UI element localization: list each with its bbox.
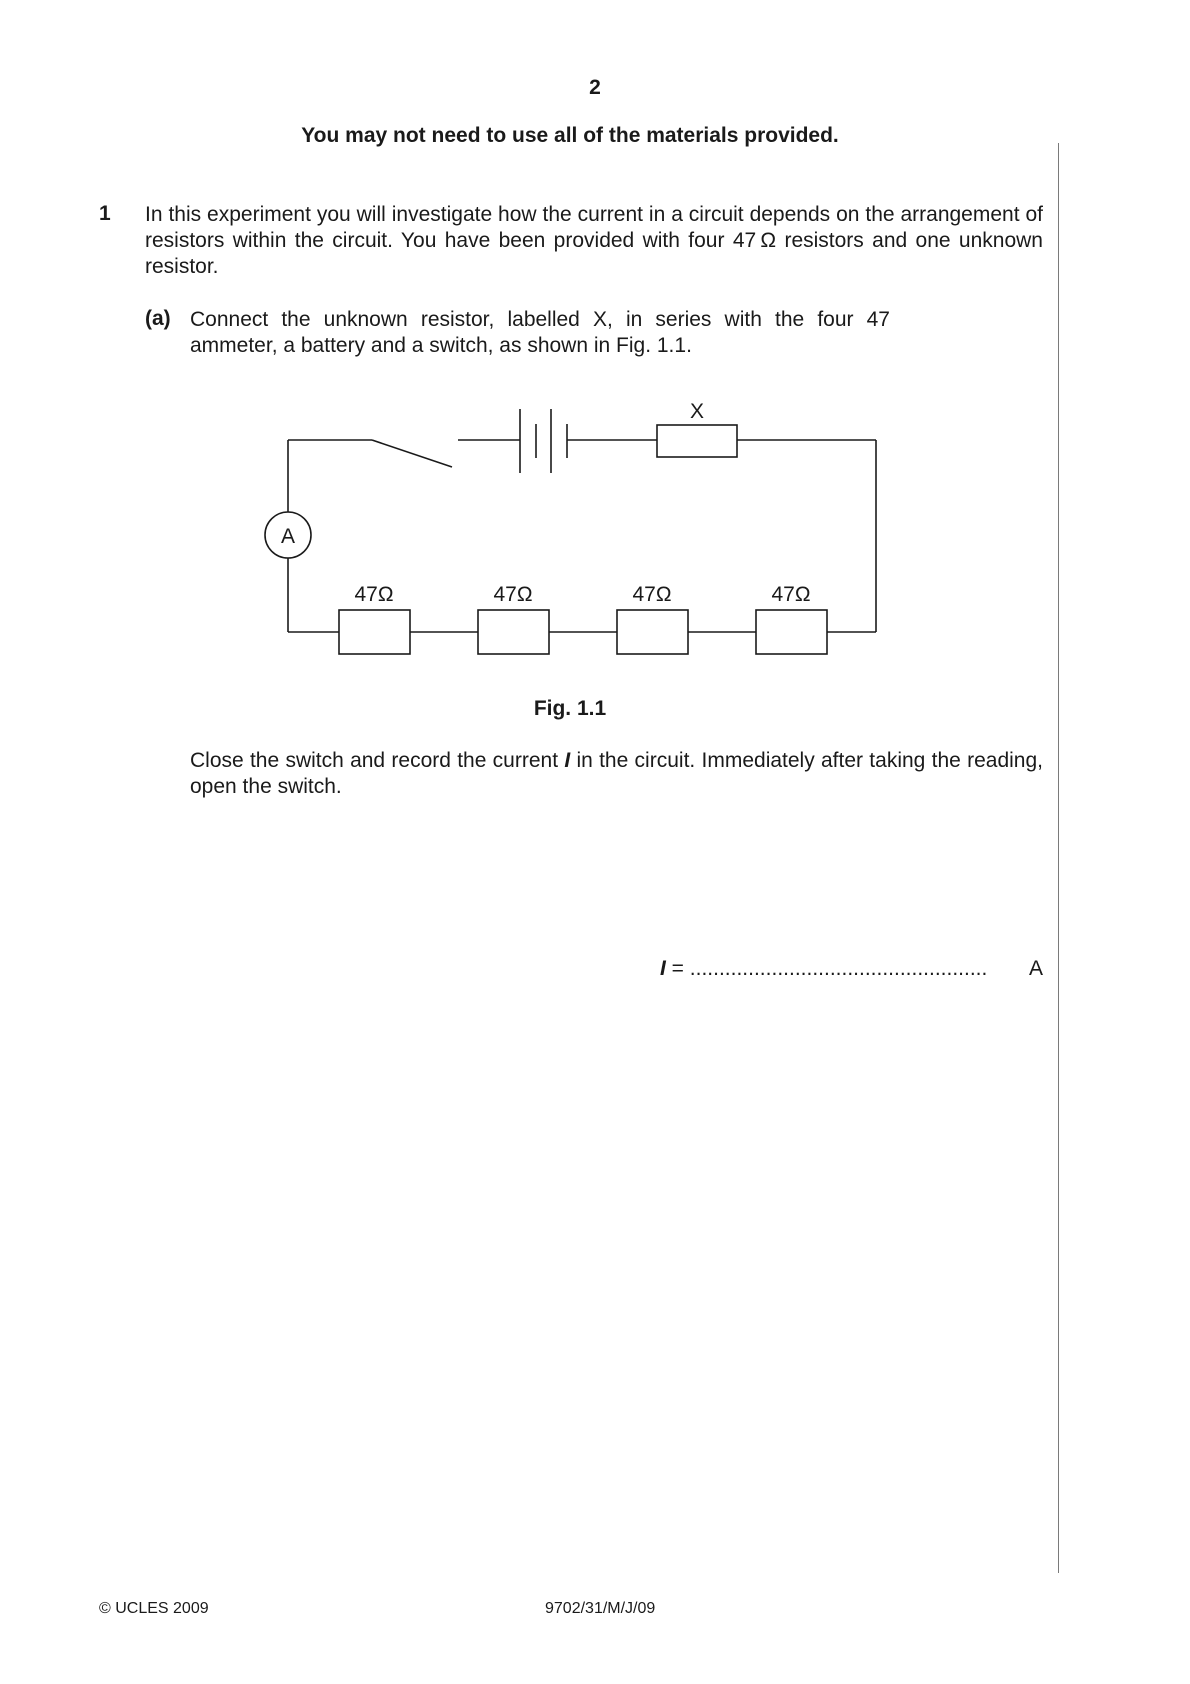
question-number: 1 bbox=[99, 202, 111, 225]
answer-unit: A bbox=[1028, 957, 1043, 980]
resistor-47-3 bbox=[617, 610, 688, 654]
footer-copyright: © UCLES 2009 bbox=[99, 1600, 209, 1617]
unknown-resistor-x bbox=[657, 425, 737, 457]
ammeter-label: A bbox=[280, 525, 296, 548]
answer-dots[interactable]: ................................................... bbox=[689, 957, 988, 980]
materials-notice: You may not need to use all of the materials provided. bbox=[301, 124, 839, 147]
part-a-line-2: ammeter, a battery and a switch, as shown in Fig. 1.1. bbox=[190, 334, 692, 357]
resistor-label-3: 47Ω bbox=[632, 583, 672, 606]
page-number: 2 bbox=[589, 76, 601, 99]
resistor-47-4 bbox=[756, 610, 827, 654]
switch-blade bbox=[372, 440, 452, 467]
answer-symbol: I bbox=[660, 957, 666, 980]
part-a-line-1: Connect the unknown resistor, labelled X, in series with the four 47 bbox=[190, 308, 890, 331]
unknown-resistor-label: X bbox=[689, 400, 705, 423]
resistor-47-1 bbox=[339, 610, 410, 654]
answer-line[interactable] bbox=[660, 957, 1043, 981]
resistor-label-4: 47Ω bbox=[771, 583, 811, 606]
instruction-text bbox=[190, 748, 1043, 800]
current-symbol: I bbox=[564, 749, 571, 772]
footer-code: 9702/31/M/J/09 bbox=[545, 1600, 656, 1617]
part-a-label: (a) bbox=[145, 307, 171, 330]
question-text: In this experiment you will investigate how the current in a circuit depends on the arrangement of resistors within the circuit. You have been provided with four 47 Ω resistors and one unknown resistor. bbox=[145, 203, 1043, 278]
resistor-label-1: 47Ω bbox=[354, 583, 394, 606]
figure-caption: Fig. 1.1 bbox=[533, 697, 607, 720]
instruction-before: Close the switch and record the current bbox=[190, 749, 565, 772]
answer-equals: = bbox=[665, 957, 684, 980]
resistor-label-2: 47Ω bbox=[493, 583, 533, 606]
resistor-47-2 bbox=[478, 610, 549, 654]
instruction-after: in the circuit. Immediately after taking the reading, open the switch. bbox=[190, 749, 1043, 798]
